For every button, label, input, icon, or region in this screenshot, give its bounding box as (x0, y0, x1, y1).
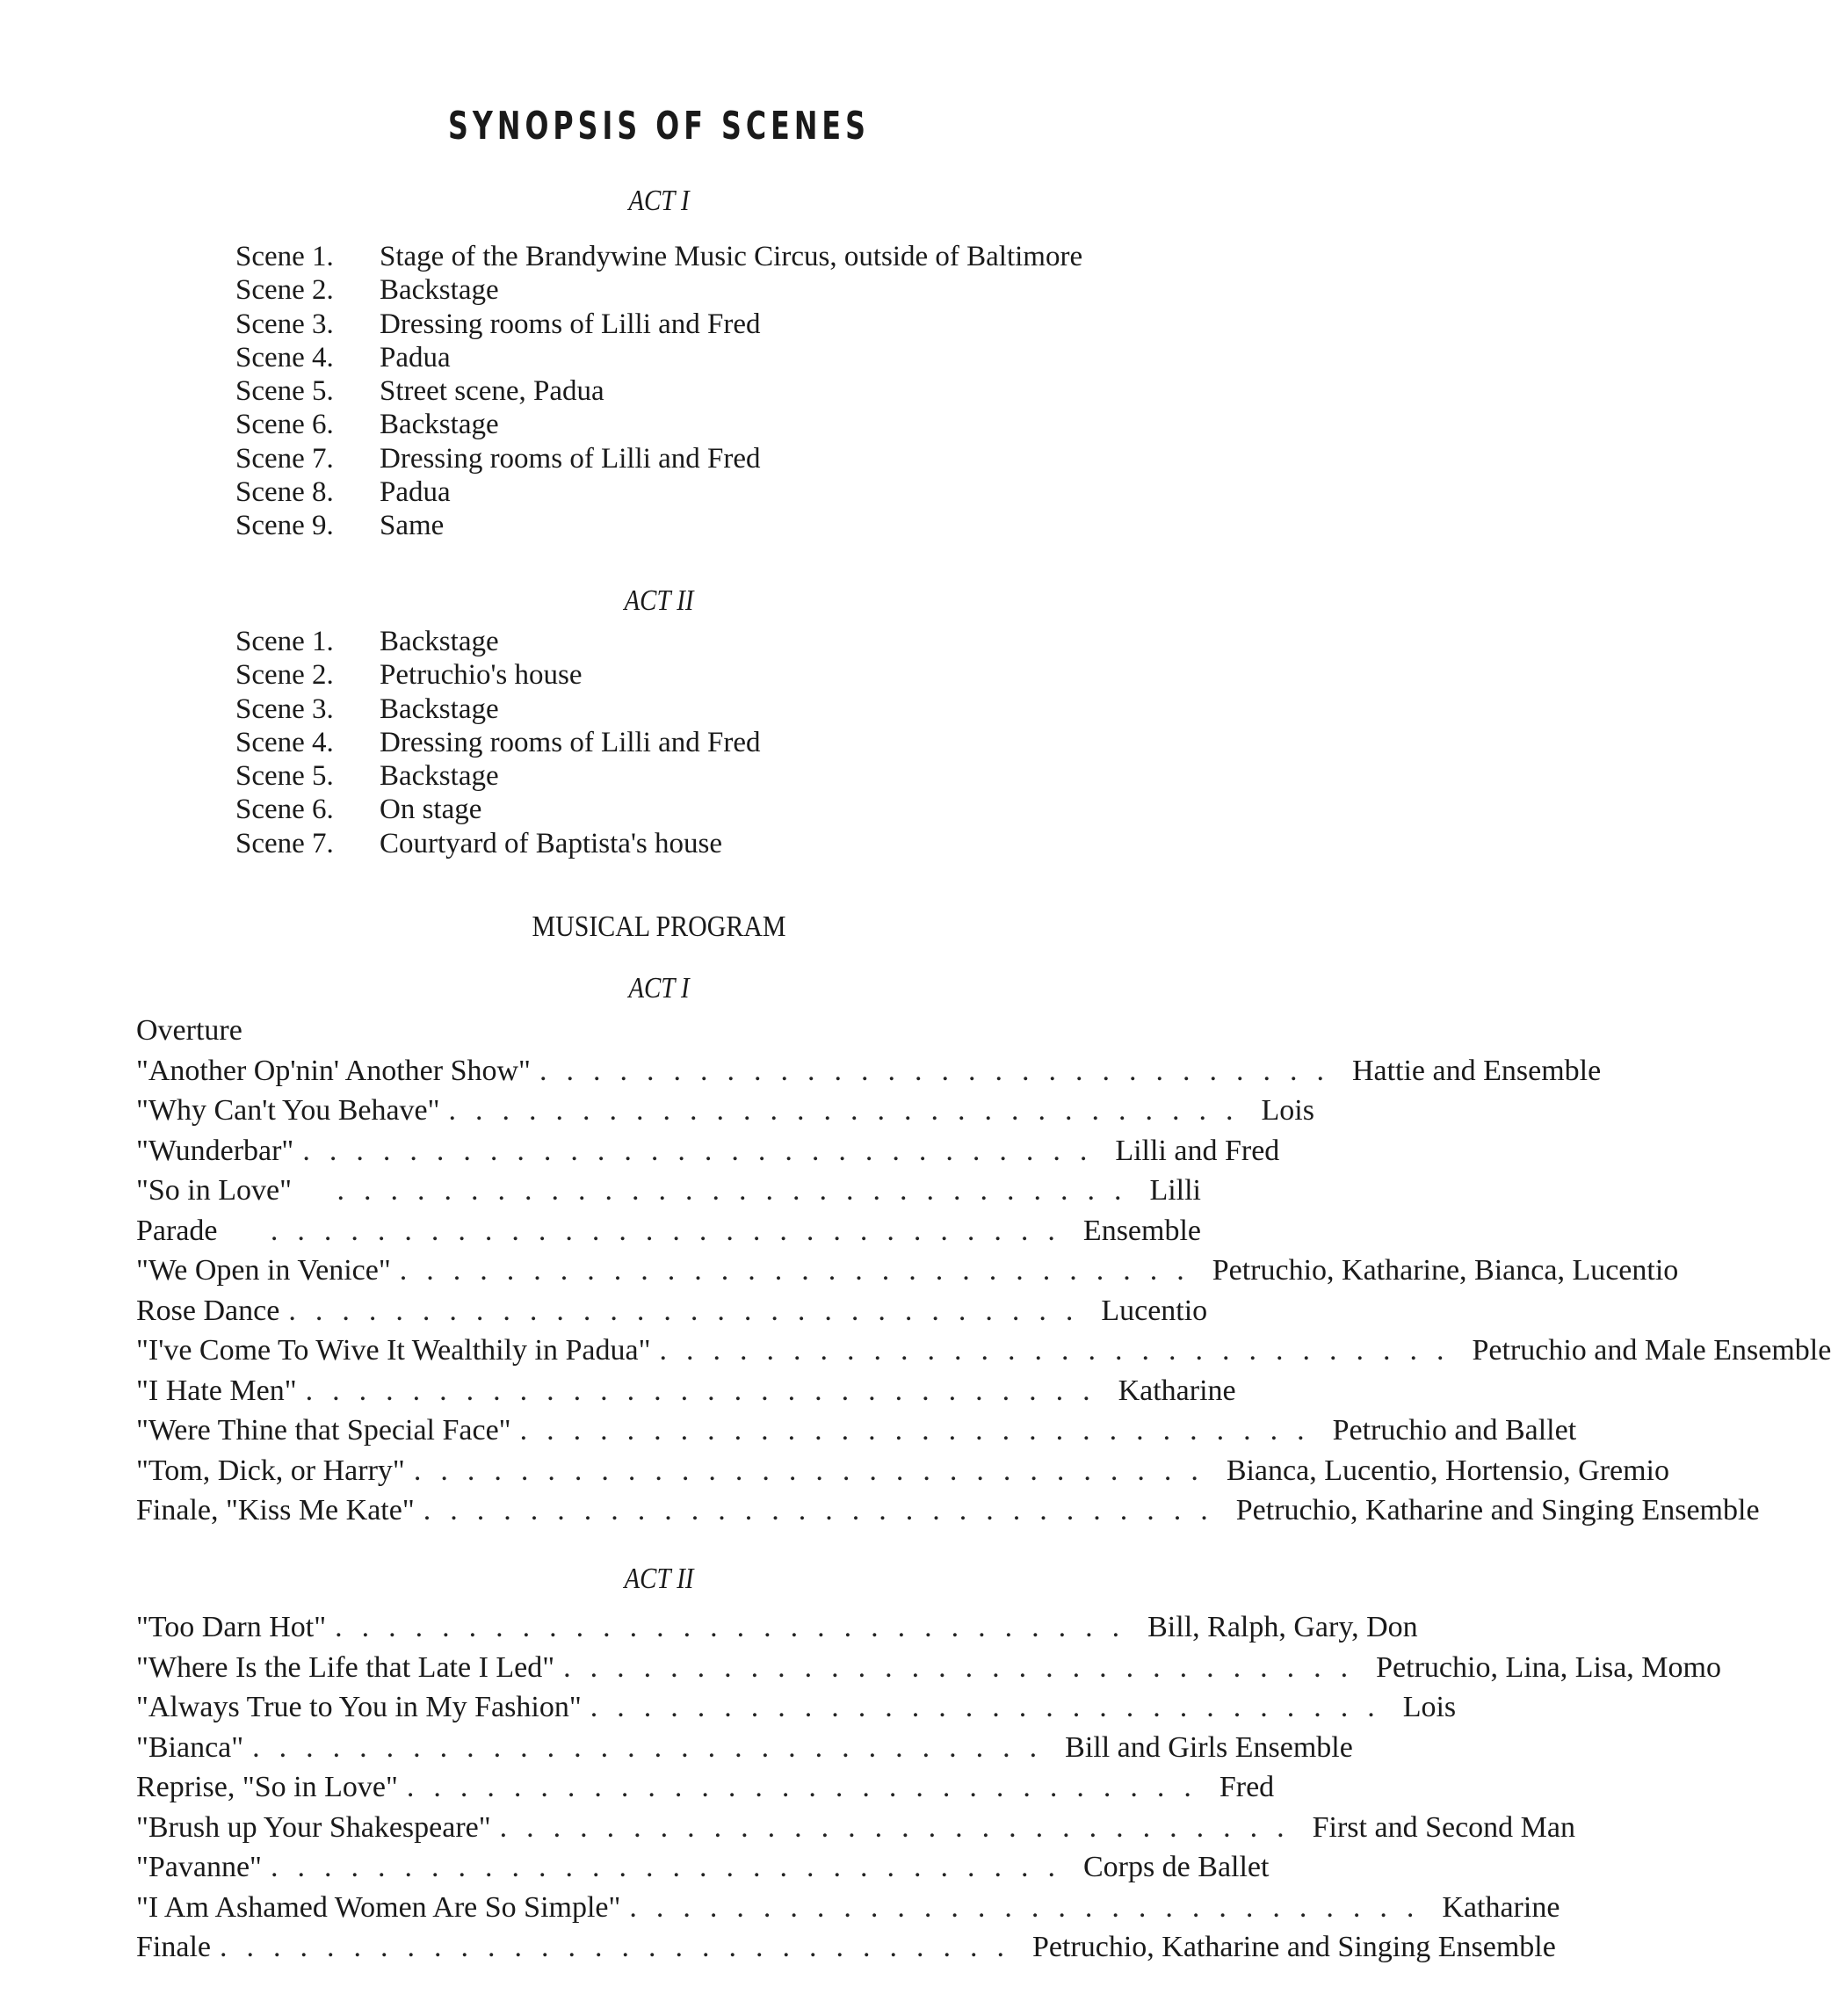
scene-row (235, 759, 761, 793)
scene-description: Dressing rooms of Lilli and Fred (380, 308, 761, 340)
dot-leader: .............................. (399, 1254, 1204, 1287)
song-title: "Too Darn Hot" (136, 1611, 327, 1643)
performers: Bianca, Lucentio, Hortensio, Gremio (1226, 1454, 1670, 1487)
program-item (136, 1648, 1721, 1688)
musical-program-heading: MUSICAL PROGRAM (532, 910, 786, 943)
performers: Hattie and Ensemble (1351, 1054, 1602, 1087)
performers: Lois (1402, 1691, 1457, 1723)
dot-leader: .............................. (406, 1771, 1211, 1803)
scene-label: Scene 8. (235, 476, 334, 509)
scene-row (235, 475, 1082, 509)
scene-row (235, 341, 1082, 374)
performers: Ensemble (1082, 1214, 1201, 1247)
program-item (136, 1927, 1556, 1968)
scene-label: Scene 3. (235, 308, 334, 340)
song-title: "Were Thine that Special Face" (136, 1414, 511, 1447)
scene-description: Stage of the Brandywine Music Circus, outside of Baltimore (380, 241, 1083, 272)
program-item (136, 1490, 1760, 1531)
program-act1-list (136, 1011, 1831, 1531)
performers: Petruchio and Male Ensemble (1472, 1334, 1831, 1367)
scene-description: Padua (380, 341, 451, 373)
song-title: "Tom, Dick, or Harry" (136, 1454, 405, 1487)
scene-label: Scene 6. (235, 409, 334, 441)
program-item (136, 1728, 1353, 1768)
song-title: Parade (136, 1214, 218, 1247)
dot-leader: .............................. (335, 1611, 1140, 1643)
performers: Petruchio, Katharine and Singing Ensemble (1235, 1494, 1760, 1527)
scene-label: Scene 5. (235, 375, 334, 408)
program-item (136, 1410, 1577, 1451)
song-title: Rose Dance (136, 1294, 280, 1327)
song-title: "I Am Ashamed Women Are So Simple" (136, 1890, 621, 1924)
scene-label: Scene 5. (235, 760, 334, 793)
scene-description: Backstage (380, 693, 499, 725)
program-item (136, 1011, 1201, 1051)
scene-label: Scene 1. (235, 241, 334, 272)
performers: First and Second Man (1312, 1810, 1575, 1844)
program-item (136, 1808, 1575, 1848)
scene-description: Backstage (380, 409, 499, 441)
dot-leader: .............................. (563, 1650, 1368, 1684)
performers: Petruchio, Katharine, Bianca, Lucentio (1212, 1254, 1679, 1287)
dot-leader: .............................. (270, 1851, 1075, 1883)
scene-description: Dressing rooms of Lilli and Fred (380, 726, 761, 758)
scene-label: Scene 7. (235, 827, 334, 859)
program-item (136, 1451, 1670, 1491)
scene-row (235, 509, 1082, 542)
dot-leader: .............................. (305, 1374, 1110, 1407)
synopsis-act1-heading: ACT I (628, 185, 690, 217)
dot-leader: .............................. (337, 1174, 1141, 1207)
dot-leader: .............................. (252, 1730, 1057, 1764)
performers: Petruchio, Lina, Lisa, Momo (1376, 1650, 1721, 1684)
scene-row (235, 625, 761, 658)
scene-description: Street scene, Padua (380, 375, 604, 408)
song-title: "Pavanne" (136, 1851, 262, 1883)
dot-leader: .............................. (539, 1054, 1343, 1087)
synopsis-act1-scene-list (235, 240, 1082, 543)
scene-description: Backstage (380, 274, 499, 307)
song-title: "Where Is the Life that Late I Led" (136, 1650, 555, 1684)
dot-leader: .............................. (519, 1414, 1324, 1447)
program-item (136, 1847, 1270, 1888)
scene-label: Scene 2. (235, 659, 334, 692)
dot-leader: .............................. (590, 1691, 1394, 1723)
performers: Katharine (1442, 1890, 1560, 1924)
program-act2-heading: ACT II (624, 1563, 694, 1595)
dot-leader: .............................. (413, 1454, 1218, 1487)
scene-description: Backstage (380, 760, 499, 793)
dot-leader: .............................. (270, 1214, 1075, 1247)
scene-description: On stage (380, 794, 482, 826)
dot-leader: .............................. (288, 1294, 1093, 1327)
scene-row (235, 408, 1082, 441)
song-title: Overture (136, 1014, 242, 1047)
scene-row (235, 827, 761, 860)
program-act1-heading: ACT I (628, 972, 690, 1004)
scene-label: Scene 6. (235, 794, 334, 826)
song-title: "Why Can't You Behave" (136, 1094, 440, 1127)
song-title: "Another Op'nin' Another Show" (136, 1054, 531, 1087)
program-item (136, 1291, 1208, 1331)
performers: Katharine (1118, 1374, 1236, 1407)
dot-leader: .............................. (219, 1931, 1024, 1963)
song-title: "Bianca" (136, 1730, 244, 1764)
program-item (136, 1131, 1280, 1171)
dot-leader: .............................. (448, 1094, 1253, 1127)
song-title: "Wunderbar" (136, 1134, 294, 1167)
program-item (136, 1767, 1275, 1808)
song-title: Reprise, "So in Love" (136, 1771, 398, 1803)
scene-row (235, 240, 1082, 273)
program-item (136, 1888, 1560, 1928)
performers: Petruchio and Ballet (1332, 1414, 1577, 1447)
scene-row (235, 273, 1082, 307)
scene-row (235, 442, 1082, 475)
program-item (136, 1211, 1201, 1251)
scene-row (235, 726, 761, 759)
program-item (136, 1091, 1314, 1131)
song-title: "I Hate Men" (136, 1374, 297, 1407)
synopsis-act2-scene-list (235, 625, 761, 860)
scene-description: Backstage (380, 626, 499, 657)
scene-label: Scene 9. (235, 510, 334, 542)
program-item (136, 1687, 1457, 1728)
performers: Lois (1261, 1094, 1314, 1127)
song-title: Finale, "Kiss Me Kate" (136, 1494, 415, 1527)
scene-label: Scene 2. (235, 274, 334, 307)
program-act2-list (136, 1607, 1721, 1968)
song-title: "Brush up Your Shakespeare" (136, 1810, 491, 1844)
scene-row (235, 374, 1082, 408)
dot-leader: .............................. (659, 1334, 1464, 1367)
dot-leader: .............................. (423, 1494, 1227, 1527)
performers: Lilli and Fred (1115, 1134, 1280, 1167)
song-title: "Always True to You in My Fashion" (136, 1691, 582, 1723)
dot-leader: .............................. (302, 1134, 1107, 1167)
scene-row (235, 308, 1082, 341)
scene-label: Scene 4. (235, 341, 334, 373)
scene-label: Scene 4. (235, 726, 334, 758)
song-title: Finale (136, 1931, 211, 1963)
scene-description: Same (380, 510, 445, 542)
scene-description: Petruchio's house (380, 659, 583, 692)
program-item (136, 1051, 1602, 1091)
dot-leader: .............................. (629, 1890, 1434, 1924)
scene-description: Padua (380, 476, 451, 509)
scene-label: Scene 1. (235, 626, 334, 657)
performers: Bill, Ralph, Gary, Don (1147, 1611, 1418, 1643)
performers: Corps de Ballet (1082, 1851, 1270, 1883)
page-title: SYNOPSIS OF SCENES (448, 104, 870, 149)
scene-label: Scene 7. (235, 442, 334, 475)
scene-row (235, 793, 761, 826)
scene-row (235, 658, 761, 692)
performers: Petruchio, Katharine and Singing Ensemble (1031, 1931, 1556, 1963)
performers: Fred (1219, 1771, 1275, 1803)
program-item (136, 1171, 1201, 1211)
performers: Lilli (1149, 1174, 1201, 1207)
synopsis-act2-heading: ACT II (624, 584, 694, 617)
song-title: "So in Love" (136, 1174, 292, 1207)
scene-description: Courtyard of Baptista's house (380, 827, 722, 859)
scene-description: Dressing rooms of Lilli and Fred (380, 442, 761, 475)
scene-label: Scene 3. (235, 693, 334, 725)
scene-row (235, 693, 761, 726)
dot-leader: .............................. (499, 1810, 1304, 1844)
performers: Lucentio (1101, 1294, 1208, 1327)
performers: Bill and Girls Ensemble (1065, 1730, 1353, 1764)
program-item (136, 1371, 1236, 1411)
program-item (136, 1331, 1831, 1371)
song-title: "I've Come To Wive It Wealthily in Padua" (136, 1334, 651, 1367)
song-title: "We Open in Venice" (136, 1254, 391, 1287)
program-item (136, 1251, 1679, 1291)
program-item (136, 1607, 1418, 1648)
